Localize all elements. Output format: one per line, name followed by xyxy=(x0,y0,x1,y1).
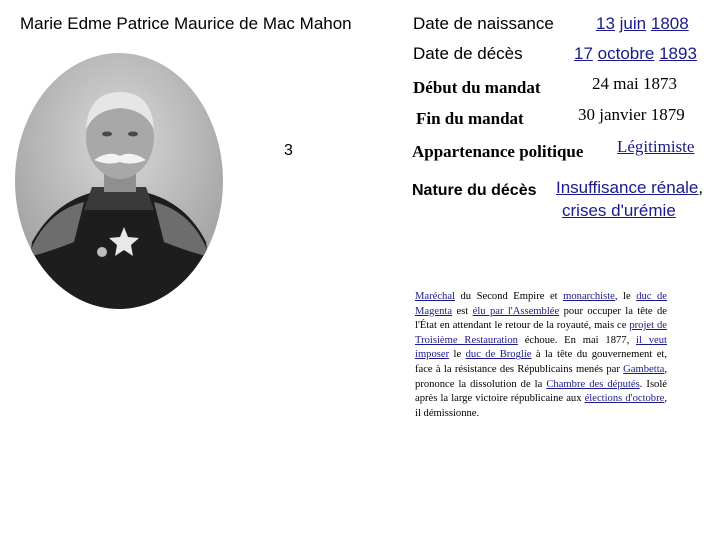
bio-link-duc-de-broglie[interactable]: duc de Broglie xyxy=(465,349,532,361)
bio-text: , le xyxy=(614,291,637,302)
death-cause-line-1 xyxy=(556,178,703,198)
party-value-link[interactable]: Légitimiste xyxy=(617,137,695,156)
bio-text: le xyxy=(449,349,466,361)
biography-paragraph xyxy=(415,290,667,421)
party-label: Appartenance politique xyxy=(412,142,584,161)
death-date-label: Date de décès xyxy=(413,44,523,63)
bio-text: pour occuper la tête de l'État en attendant le retour de la royauté, mais ce xyxy=(415,305,667,332)
death-cause-link-1[interactable]: Insuffisance rénale xyxy=(556,178,699,197)
death-date-value xyxy=(574,44,697,64)
slide-number: 3 xyxy=(284,142,293,159)
death-cause-link-2[interactable]: crises d'urémie xyxy=(562,201,676,220)
death-month-link[interactable]: octobre xyxy=(597,44,655,63)
bio-text: du Second Empire et xyxy=(455,291,564,302)
bio-text: échoue. En mai 1877, xyxy=(517,334,637,346)
birth-year-link[interactable]: 1808 xyxy=(650,14,689,33)
birth-date-label: Date de naissance xyxy=(413,14,554,33)
bio-text: est xyxy=(452,305,473,317)
bio-link-chambre-des-deputes[interactable]: Chambre des députés xyxy=(546,378,640,390)
death-day-link[interactable]: 17 xyxy=(574,44,593,63)
bio-link-troisieme-restauration[interactable]: projet de Troisième Restauration xyxy=(415,320,667,346)
bio-text: , il démissionne. xyxy=(415,393,667,419)
death-cause-label: Nature du décès xyxy=(412,182,537,199)
portrait-photo-icon xyxy=(14,52,224,310)
bio-link-il-veut-imposer[interactable]: il veut imposer xyxy=(415,334,667,361)
bio-link-elu-par-assemblee[interactable]: élu par l'Assemblée xyxy=(472,305,560,317)
term-end-label: Fin du mandat xyxy=(416,109,524,128)
bio-link-gambetta[interactable]: Gambetta xyxy=(623,363,665,375)
bio-text: , prononce la dissolution de la xyxy=(415,363,667,390)
term-start-value: 24 mai 1873 xyxy=(592,74,677,93)
bio-link-marechal[interactable]: Maréchal xyxy=(415,291,455,302)
birth-day-link[interactable]: 13 xyxy=(596,14,615,33)
bio-text: . Isolé après la large victoire républicaine aux xyxy=(415,378,668,405)
term-end-value: 30 janvier 1879 xyxy=(578,105,685,124)
birth-date-value xyxy=(596,14,689,34)
bio-link-elections-octobre[interactable]: élections d'octobre xyxy=(584,393,665,405)
president-name: Marie Edme Patrice Maurice de Mac Mahon xyxy=(20,14,352,33)
death-year-link[interactable]: 1893 xyxy=(659,44,697,63)
bio-link-duc-de-magenta[interactable]: duc de Magenta xyxy=(415,291,667,317)
bio-text: à la tête du gouvernement et, face à la résistance des Républicains menés par xyxy=(415,349,667,375)
bio-link-monarchiste[interactable]: monarchiste xyxy=(563,291,615,302)
birth-month-link[interactable]: juin xyxy=(619,14,647,33)
term-start-label: Début du mandat xyxy=(413,78,541,97)
death-cause-separator: , xyxy=(698,178,704,197)
